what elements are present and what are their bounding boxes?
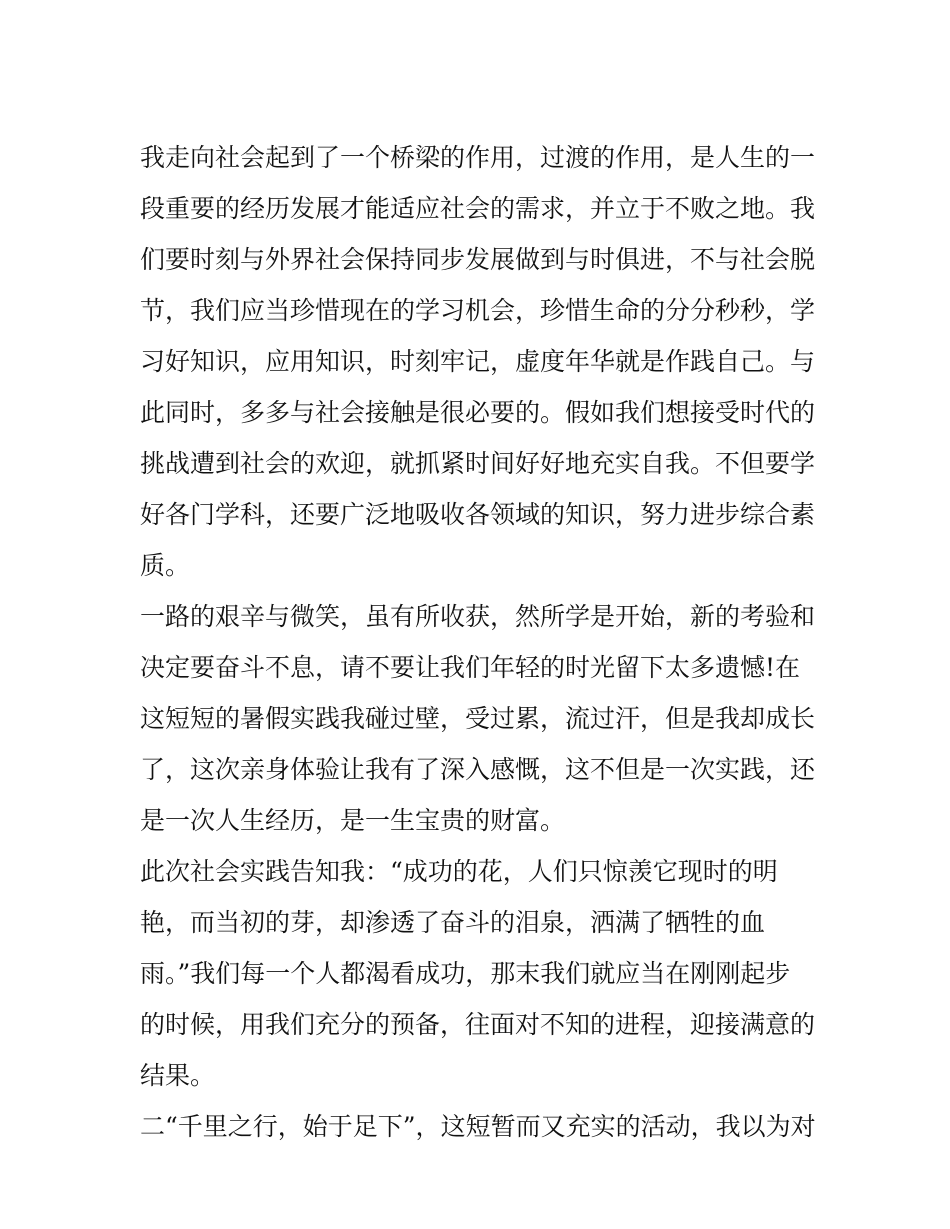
- text-line: 的时候，用我们充分的预备，往面对不知的进程，迎接满意的: [140, 1010, 816, 1039]
- text-line: 质。: [140, 551, 191, 580]
- text-line: 段重要的经历发展才能适应社会的需求，并立于不败之地。我: [140, 194, 816, 223]
- text-line: 二“千里之行，始于足下”，这短暂而又充实的活动，我以为对: [140, 1112, 816, 1141]
- text-line: 挑战遭到社会的欢迎，就抓紧时间好好地充实自我。不但要学: [140, 449, 816, 478]
- text-line: 是一次人生经历，是一生宝贵的财富。: [140, 806, 566, 835]
- text-line: 习好知识，应用知识，时刻牢记，虚度年华就是作践自己。与: [140, 347, 816, 376]
- text-line: 艳，而当初的芽，却渗透了奋斗的泪泉，洒满了牺牲的血: [140, 908, 766, 937]
- text-line: 决定要奋斗不息，请不要让我们年轻的时光留下太多遗憾!在: [140, 653, 801, 682]
- text-line: 一路的艰辛与微笑，虽有所收获，然所学是开始，新的考验和: [140, 602, 816, 631]
- text-line: 们要时刻与外界社会保持同步发展做到与时俱进，不与社会脱: [140, 245, 816, 274]
- text-line: 节，我们应当珍惜现在的学习机会，珍惜生命的分分秒秒，学: [140, 296, 816, 325]
- text-line: 我走向社会起到了一个桥梁的作用，过渡的作用，是人生的一: [140, 143, 816, 172]
- body-text: [140, 132, 830, 1152]
- text-line: 此同时，多多与社会接触是很必要的。假如我们想接受时代的: [140, 398, 816, 427]
- text-line: 雨。”我们每一个人都渴看成功，那末我们就应当在刚刚起步: [140, 959, 791, 988]
- text-line: 此次社会实践告知我：“成功的花，人们只惊羡它现时的明: [140, 857, 778, 886]
- text-line: 结果。: [140, 1061, 216, 1090]
- text-line: 了，这次亲身体验让我有了深入感慨，这不但是一次实践，还: [140, 755, 816, 784]
- text-line: 好各门学科，还要广泛地吸收各领域的知识，努力进步综合素: [140, 500, 816, 529]
- text-line: 这短短的暑假实践我碰过壁，受过累，流过汗，但是我却成长: [140, 704, 816, 733]
